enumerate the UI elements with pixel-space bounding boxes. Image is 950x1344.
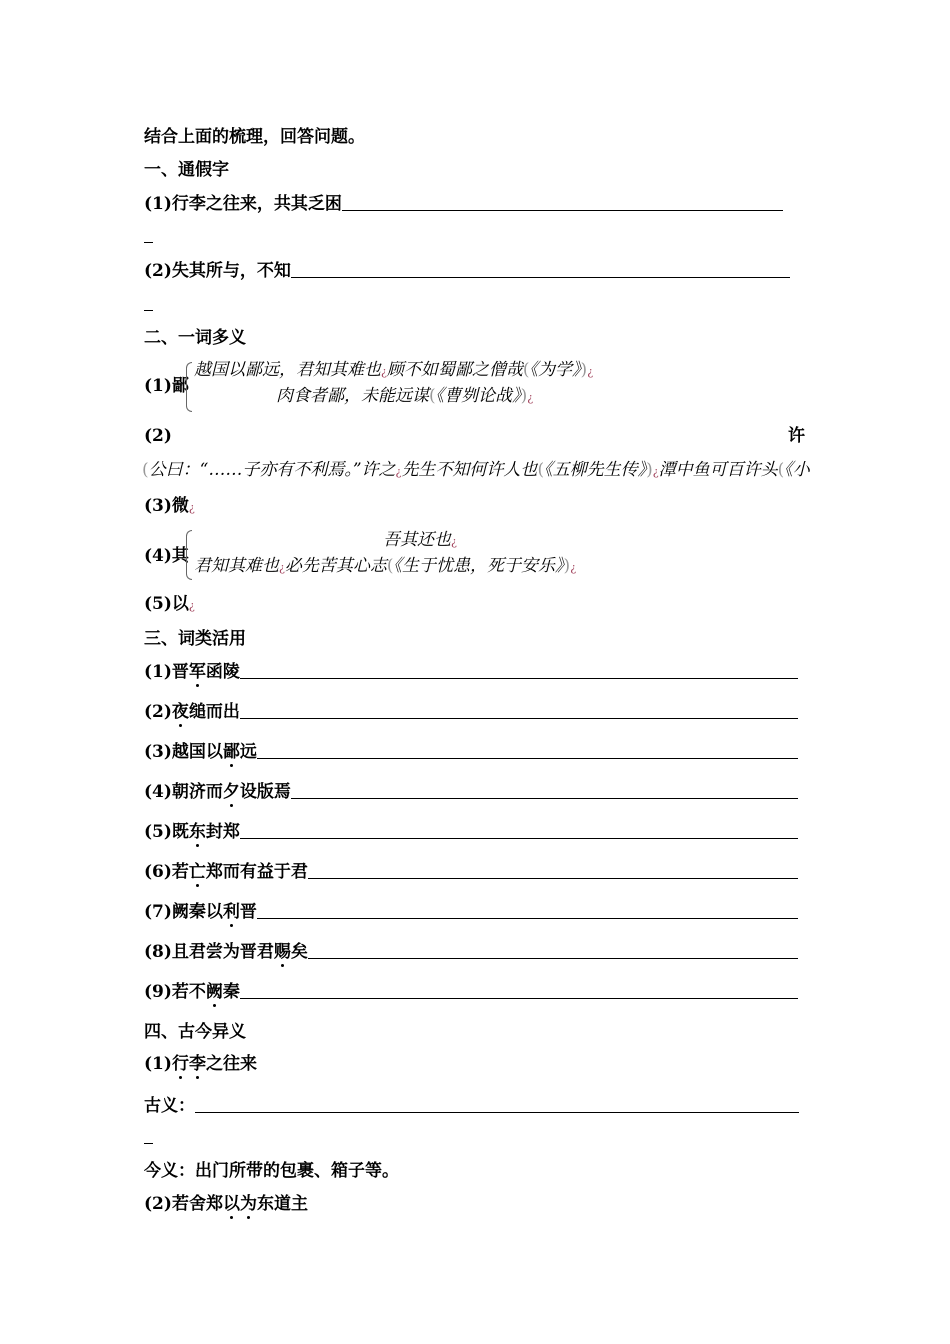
answer-blank[interactable] — [342, 193, 783, 211]
cilei-item-number: (5) — [144, 822, 172, 842]
cilei-item — [144, 741, 798, 763]
answer-blank[interactable] — [291, 260, 790, 278]
section4-title: 四、古今异义 — [144, 1022, 246, 1042]
answer-blank[interactable] — [240, 661, 798, 679]
qi-label: (4)其 — [144, 546, 189, 566]
bi-label: (1)鄙 — [144, 376, 189, 396]
xu-label: (2) — [144, 426, 172, 446]
cilei-item-text: 若亡郑而有益于君 — [171, 862, 308, 882]
cilei-item-text: 若不阙秦 — [171, 982, 240, 1002]
qi-line-2: 君知其难也¿必先苦其心志(《生于忧患，死于安乐》)¿ — [194, 556, 577, 576]
answer-blank[interactable] — [240, 701, 798, 719]
jin-yi-text: 今义：出门所带的包裹、箱子等。 — [144, 1161, 399, 1181]
tongjia-item-1-text: (1)行李之往来，共其乏困 — [144, 194, 342, 214]
answer-blank[interactable] — [240, 981, 798, 999]
gujin-item-2: (2)若舍郑以为东道主 — [144, 1194, 308, 1214]
cilei-item-number: (6) — [144, 862, 172, 882]
answer-blank[interactable] — [291, 781, 798, 799]
answer-blank-continued[interactable] — [144, 242, 153, 243]
cilei-item — [144, 701, 798, 723]
cilei-item-text: 朝济而夕设版焉 — [171, 782, 291, 802]
cilei-item-number: (7) — [144, 902, 172, 922]
cilei-item-text: 既东封郑 — [171, 822, 240, 842]
cilei-item — [144, 821, 798, 843]
bi-line-1: 越国以鄙远，君知其难也¿顾不如蜀鄙之僧哉(《为学》)¿ — [194, 360, 594, 380]
answer-blank[interactable] — [240, 821, 798, 839]
cilei-item-text: 夜缒而出 — [171, 702, 240, 722]
brace-qi — [186, 530, 192, 580]
brace-bi — [186, 362, 192, 412]
cilei-item-number: (2) — [144, 702, 172, 722]
cilei-item-text: 越国以鄙远 — [171, 742, 257, 762]
tongjia-item-2-text: (2)失其所与，不知 — [144, 261, 291, 281]
gu-yi-label: 古义： — [144, 1096, 195, 1116]
section1-title: 一、通假字 — [144, 160, 229, 180]
xu-word: 许 — [788, 426, 805, 446]
intro-text: 结合上面的梳理，回答问题。 — [144, 127, 365, 147]
cilei-item-text: 且君尝为晋君赐矣 — [171, 942, 308, 962]
cilei-item-text: 阙秦以利晋 — [171, 902, 257, 922]
cilei-item — [144, 861, 798, 883]
cilei-item-number: (3) — [144, 742, 172, 762]
bi-line-2: 肉食者鄙，未能远谋(《曹刿论战》)¿ — [276, 386, 534, 406]
gu-yi-row — [144, 1095, 799, 1117]
answer-blank[interactable] — [308, 861, 798, 879]
cilei-item-number: (9) — [144, 982, 172, 1002]
xu-line: (公曰：“……子亦有不利焉。”许之¿先生不知何许人也(《五柳先生传》)¿潭中鱼可百许头(《小 — [142, 460, 810, 480]
answer-blank[interactable] — [257, 901, 798, 919]
wei-label: (3)微¿ — [144, 496, 195, 516]
cilei-item — [144, 661, 798, 683]
answer-blank-continued[interactable] — [144, 310, 153, 311]
cilei-item-text: 晋军函陵 — [171, 662, 240, 682]
cilei-item-number: (1) — [144, 662, 172, 682]
cilei-item-number: (8) — [144, 942, 172, 962]
answer-blank[interactable] — [308, 941, 798, 959]
tongjia-item-2 — [144, 260, 790, 282]
qi-line-1: 吾其还也¿ — [383, 530, 457, 550]
section3-title: 三、词类活用 — [144, 629, 246, 649]
yi-label: (5)以¿ — [144, 594, 195, 614]
tongjia-item-1 — [144, 193, 783, 215]
cilei-item — [144, 941, 798, 963]
cilei-item — [144, 781, 798, 803]
section2-title: 二、一词多义 — [144, 328, 246, 348]
gujin-item-1: (1)行李之往来 — [144, 1054, 257, 1074]
cilei-item-number: (4) — [144, 782, 172, 802]
answer-blank-continued[interactable] — [144, 1143, 153, 1144]
answer-blank[interactable] — [257, 741, 798, 759]
cilei-item — [144, 901, 798, 923]
answer-blank[interactable] — [195, 1095, 799, 1113]
cilei-item — [144, 981, 798, 1003]
